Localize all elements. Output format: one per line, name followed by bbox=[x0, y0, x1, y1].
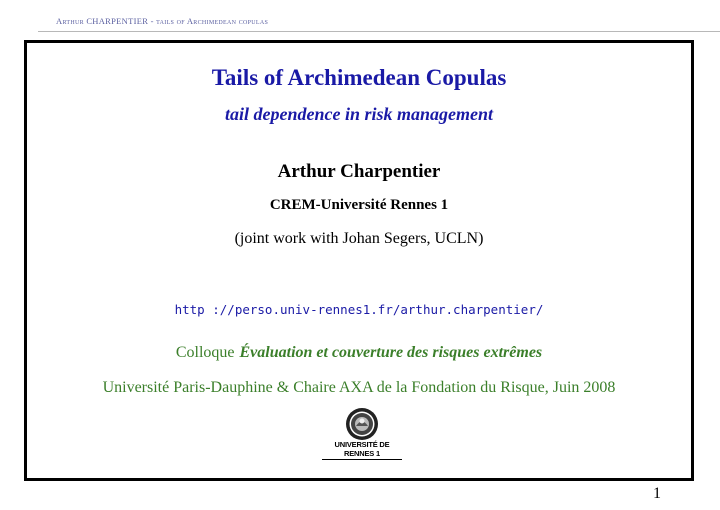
university-seal-icon bbox=[345, 407, 379, 441]
colloque-line bbox=[27, 344, 691, 362]
colloque-prefix: Colloque bbox=[175, 344, 235, 361]
page-number: 1 bbox=[653, 485, 661, 502]
slide-title: Tails of Archimedean Copulas bbox=[211, 65, 507, 90]
author-affiliation: CREM-Université Rennes 1 bbox=[269, 197, 449, 213]
slide-subtitle: tail dependence in risk management bbox=[225, 104, 493, 124]
homepage-link[interactable]: http ://perso.univ-rennes1.fr/arthur.charpentier/ bbox=[174, 302, 544, 317]
slide-frame bbox=[24, 40, 694, 481]
university-logo bbox=[322, 407, 402, 458]
venue-line: Université Paris-Dauphine & Chaire AXA de la Fondation du Risque, Juin 2008 bbox=[102, 379, 616, 396]
university-logo-text: UNIVERSITÉ DE RENNES 1 bbox=[322, 440, 402, 460]
joint-work-note: (joint work with Johan Segers, UCLN) bbox=[234, 230, 484, 247]
running-header: Arthur CHARPENTIER - tails of Archimedean copulas bbox=[56, 16, 269, 26]
header-divider bbox=[38, 31, 720, 32]
author-name: Arthur Charpentier bbox=[277, 161, 441, 182]
colloque-event: Évaluation et couverture des risques extrêmes bbox=[239, 344, 543, 361]
